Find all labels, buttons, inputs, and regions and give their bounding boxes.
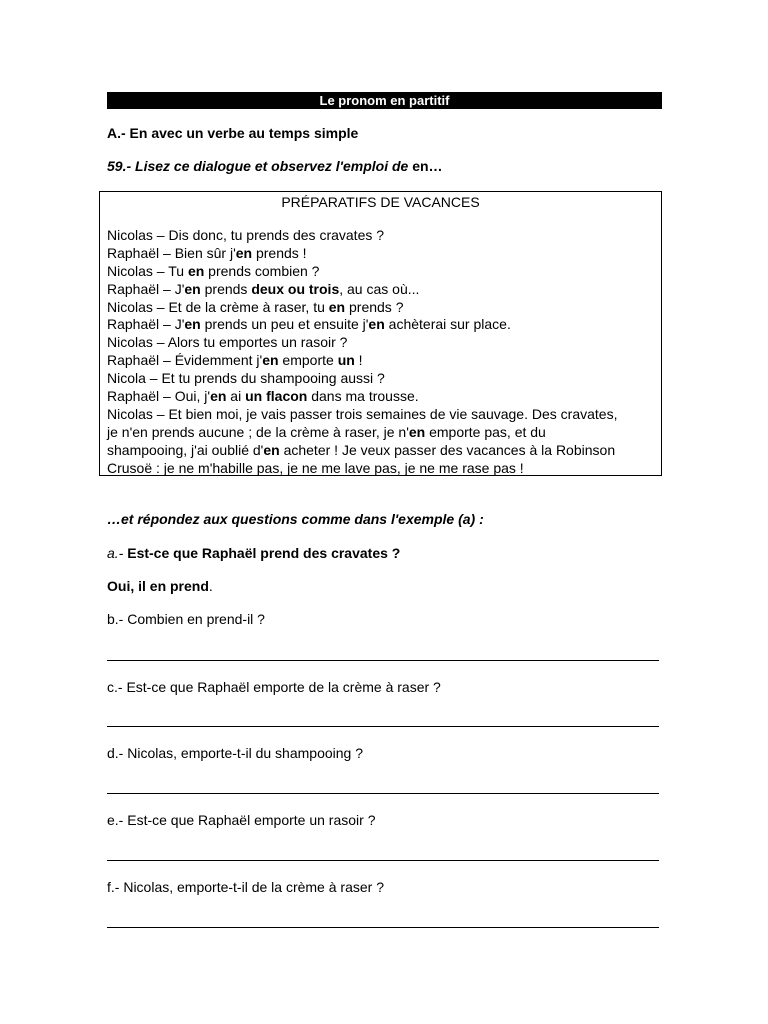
- dialogue-line: [107, 299, 662, 317]
- dialogue-bold-run: en: [262, 352, 279, 369]
- example-question: [107, 545, 400, 561]
- dialogue-bold-run: en: [263, 441, 280, 458]
- dialogue-line: [107, 281, 662, 299]
- dialogue-line: [107, 263, 662, 281]
- dialogue-line: [107, 245, 662, 263]
- example-answer-end: .: [208, 578, 213, 594]
- answer-line-b[interactable]: [107, 660, 659, 661]
- exercise-text: Lisez ce dialogue et observez l'emploi de: [135, 158, 409, 174]
- dialogue-run: acheter ! Je veux passer des vacances à la Robinson: [279, 441, 616, 458]
- example-answer-text: Oui, il en prend: [107, 578, 209, 594]
- exercise-emphasis: en…: [412, 158, 443, 174]
- dialogue-run: je n'en prends aucune ; de la crème à raser, je n': [107, 423, 409, 440]
- dialogue-run: dans ma trousse.: [307, 388, 419, 405]
- dialogue-run: Nicolas – Et de la crème à raser, tu: [107, 298, 329, 315]
- dialogue-run: Nicolas – Dis donc, tu prends des cravates ?: [107, 227, 385, 243]
- dialogue-bold-run: deux ou trois: [251, 280, 340, 297]
- dialogue-run: !: [354, 352, 363, 369]
- question-f: f.- Nicolas, emporte-t-il de la crème à raser ?: [107, 879, 384, 895]
- dialogue-run: emporte pas, et du: [425, 423, 546, 440]
- answer-line-d[interactable]: [107, 793, 659, 794]
- instruction-text: …et répondez aux questions comme dans l'exemple (a) :: [107, 511, 484, 527]
- section-heading: A.- En avec un verbe au temps simple: [107, 125, 359, 141]
- dialogue-bold-run: en: [235, 244, 253, 261]
- dialogue-run: Raphaël – Évidemment j': [107, 352, 263, 369]
- dialogue-run: , au cas où...: [339, 280, 420, 297]
- dialogue-bold-run: en: [328, 298, 346, 315]
- exercise-heading: [107, 158, 443, 174]
- question-b: b.- Combien en prend-il ?: [107, 611, 265, 627]
- dialogue-line: [107, 370, 662, 388]
- dialogue-run: prends un peu et ensuite j': [200, 316, 369, 333]
- page-title: Le pronom en partitif: [107, 92, 662, 109]
- dialogue-title: PRÉPARATIFS DE VACANCES: [281, 194, 480, 210]
- dialogue-run: Raphaël – J': [107, 280, 185, 297]
- question-e: e.- Est-ce que Raphaël emporte un rasoir ?: [107, 812, 376, 828]
- dialogue-line: [107, 316, 662, 334]
- dialogue-line: [107, 388, 662, 406]
- dialogue-run: Raphaël – Oui, j': [107, 388, 211, 405]
- dialogue-bold-run: en: [210, 388, 227, 405]
- dialogue-run: ai: [226, 388, 246, 405]
- dialogue-bold-run: en: [408, 423, 426, 440]
- dialogue-bold-run: un flacon: [245, 388, 308, 405]
- dialogue-line: [107, 460, 662, 478]
- dialogue-line: [107, 352, 662, 370]
- dialogue-run: Nicolas – Alors tu emportes un rasoir ?: [107, 334, 348, 351]
- dialogue-run: Nicola – Et tu prends du shampooing aussi ?: [107, 370, 385, 387]
- dialogue-lines: [107, 227, 662, 477]
- dialogue-run: achèterai sur place.: [384, 316, 511, 333]
- example-label: a.-: [107, 545, 124, 561]
- dialogue-bold-run: en: [184, 316, 201, 333]
- exercise-number: 59.-: [107, 158, 132, 174]
- dialogue-run: emporte: [278, 352, 338, 369]
- dialogue-bold-run: en: [187, 262, 205, 279]
- example-answer: [107, 578, 213, 594]
- dialogue-bold-run: en: [368, 316, 385, 333]
- question-c: c.- Est-ce que Raphaël emporte de la crème à raser ?: [107, 679, 441, 695]
- dialogue-run: Nicolas – Et bien moi, je vais passer trois semaines de vie sauvage. Des cravates,: [107, 405, 618, 422]
- dialogue-run: shampooing, j'ai oublié d': [107, 441, 264, 458]
- dialogue-bold-run: un: [337, 352, 355, 369]
- question-d: d.- Nicolas, emporte-t-il du shampooing ?: [107, 745, 364, 761]
- dialogue-run: Crusoë : je ne m'habille pas, je ne me lave pas, je ne me rase pas !: [107, 459, 524, 476]
- dialogue-line: [107, 424, 662, 442]
- dialogue-line: [107, 406, 662, 424]
- dialogue-box: [99, 191, 662, 476]
- answer-line-c[interactable]: [107, 726, 659, 727]
- dialogue-bold-run: en: [184, 280, 201, 297]
- dialogue-run: prends !: [252, 244, 307, 261]
- dialogue-run: Raphaël – J': [107, 316, 185, 333]
- dialogue-line: [107, 442, 662, 460]
- dialogue-line: [107, 334, 662, 352]
- dialogue-run: prends ?: [345, 298, 404, 315]
- dialogue-run: prends: [200, 280, 252, 297]
- example-question-text: Est-ce que Raphaël prend des cravates ?: [127, 545, 401, 561]
- dialogue-run: prends combien ?: [204, 262, 320, 279]
- dialogue-run: Raphaël – Bien sûr j': [107, 244, 236, 261]
- dialogue-run: Nicolas – Tu: [107, 262, 188, 279]
- answer-line-e[interactable]: [107, 860, 659, 861]
- dialogue-line: [107, 227, 662, 245]
- answer-line-f[interactable]: [107, 927, 659, 928]
